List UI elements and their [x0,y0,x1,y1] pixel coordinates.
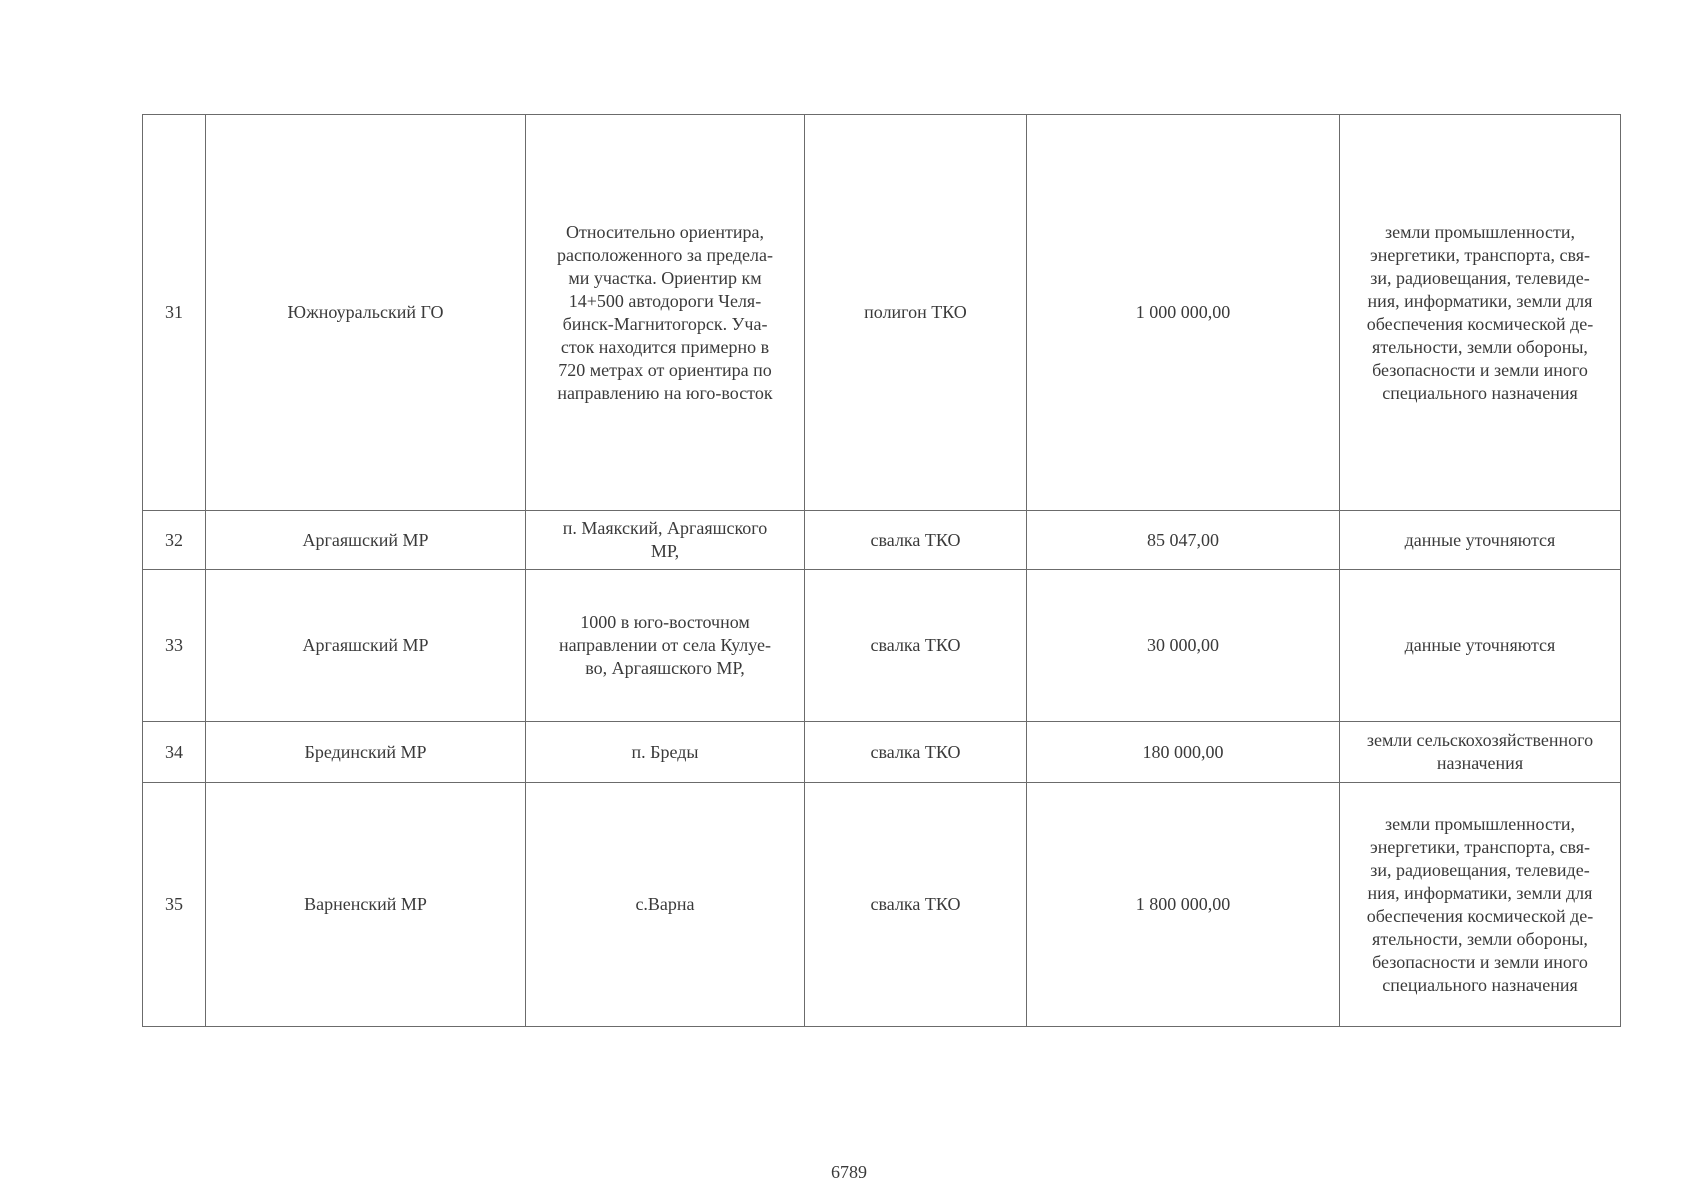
land-category-text: земли промышленности, энергетики, транспорта, свя- зи, радиовещания, телевиде- ния, информатики, земли для обеспечения космической де- ятельности, земли обороны, безопасности и земли иного специального назначения [1366,221,1594,403]
area-cell: 1 000 000,00 [1027,115,1340,511]
object-type-cell: полигон ТКО [805,115,1027,511]
location-text: с.Варна [635,894,695,914]
location-text: Относительно ориентира, расположенного за предела- ми участка. Ориентир км 14+500 автодороги Челя- бинск-Магнитогорск. Уча- сток находится примерно в 720 метрах от ориентира по направлению на юго-восток [557,221,773,403]
location-cell [526,722,805,783]
land-category-text: данные уточняются [1404,635,1556,655]
table-row [143,115,1621,511]
table-row [143,783,1621,1027]
municipality-cell: Южноуральский ГО [206,115,526,511]
land-category-cell [1340,783,1621,1027]
area-cell: 180 000,00 [1027,722,1340,783]
location-text: 1000 в юго-восточном направлении от села Кулуе- во, Аргаяшского МР, [558,612,772,678]
object-type-cell: свалка ТКО [805,783,1027,1027]
page-number: 6789 [831,1162,867,1182]
object-type-cell: свалка ТКО [805,511,1027,570]
location-cell [526,511,805,570]
location-text: п. Бреды [631,741,699,762]
location-cell [526,115,805,511]
waste-sites-table [142,114,1621,1027]
municipality-cell: Аргаяшский МР [206,570,526,722]
row-number-cell: 34 [143,722,206,783]
land-category-text: данные уточняются [1404,529,1556,550]
object-type-cell: свалка ТКО [805,570,1027,722]
land-category-text: земли сельскохозяйственного назначения [1366,730,1594,773]
object-type-cell: свалка ТКО [805,722,1027,783]
row-number-cell: 32 [143,511,206,570]
area-cell: 85 047,00 [1027,511,1340,570]
area-cell: 30 000,00 [1027,570,1340,722]
location-text: п. Маякский, Аргаяшского МР, [562,518,768,561]
location-cell [526,570,805,722]
table-row [143,511,1621,570]
land-category-text: земли промышленности, энергетики, транспорта, свя- зи, радиовещания, телевиде- ния, информатики, земли для обеспечения космической де- ятельности, земли обороны, безопасности и земли иного специального назначения [1366,813,1594,995]
land-category-cell [1340,722,1621,783]
municipality-cell: Аргаяшский МР [206,511,526,570]
municipality-cell: Варненский МР [206,783,526,1027]
row-number-cell: 35 [143,783,206,1027]
municipality-cell: Брединский МР [206,722,526,783]
location-cell [526,783,805,1027]
row-number-cell: 31 [143,115,206,511]
area-cell: 1 800 000,00 [1027,783,1340,1027]
table-row [143,570,1621,722]
land-category-cell [1340,511,1621,570]
land-category-cell [1340,115,1621,511]
row-number-cell: 33 [143,570,206,722]
table-row [143,722,1621,783]
land-category-cell [1340,570,1621,722]
